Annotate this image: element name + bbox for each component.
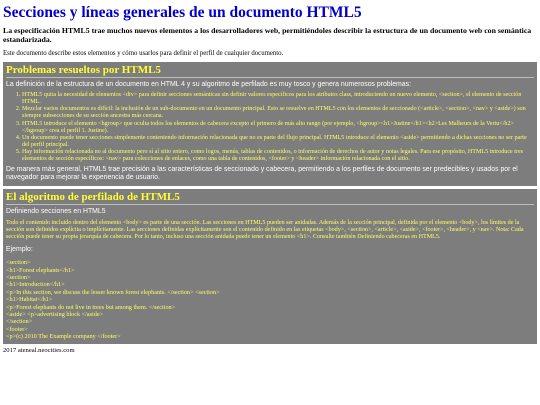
page-title: Secciones y líneas generales de un documento HTML5 [3, 4, 362, 21]
code-line: <aside> <p>advertising block </aside> [6, 311, 104, 319]
list-item: 1. HTML5 quita la necesidad de elementos <div> para definir secciones semánticas sin definir valores específicos para los atributos class, introduciendo un nuevo elemento, <section>, el elemento de sección HTML. [22, 92, 534, 106]
intro-paragraph: Este documento describe estos elementos y cómo usarlos para definir el perfil de cualquier documento. [3, 50, 284, 57]
list-item: 5. Hay información relacionada no al documento pero sí al sitio entero, como logos, menús, tablas de contenidos, o información de derechos de autor y notas legales. Para ese propósito, HTML5 introduce tres elementos de sección específicos: <nav> para colecciones de enlaces, como una tabla de contenidos, <footer> y <header> información relacionada con el sitio. [22, 149, 534, 163]
example-label: Ejemplo: [6, 246, 33, 254]
algorithm-heading: El algoritmo de perfilado de HTML5 [6, 191, 534, 205]
lead-paragraph: La especificación HTML5 trae muchos nuevos elementos a los desarrolladores web, permitiéndoles describir la estructura de un documento web con semántica estandarizada. [3, 26, 532, 44]
footer-text: 2017 ateneal.neocities.com [3, 346, 75, 354]
code-line: <section> [6, 259, 31, 267]
code-example [6, 259, 534, 340]
code-line: <h1>Forest elephants</h1> [6, 266, 75, 274]
code-line: <h1>Habitat</h1> [6, 296, 53, 304]
code-line: <p>(c) 2010 The Example company </footer> [6, 333, 121, 341]
list-item: 2. Mezclar varios documentos es difícil: la inclusión de un sub-documento en un documento principal. Esto se resuelve en HTML5 con los elementos de seccionado (<article>, <section>, <nav> y <aside>) son siempre subsecciones de su sección ancestra más cercana. [22, 106, 534, 120]
problems-list [6, 92, 534, 163]
problems-section [3, 62, 537, 186]
code-line: <h1>Introduction</h1> [6, 281, 65, 289]
code-line: <p>Forest elephants do not live in trees but among them. </section> [6, 303, 176, 311]
list-item: 4. Un documento puede tener secciones simplemente conteniendo información relacionada que no es parte del flujo principal. HTML5 introduce el elemento <aside> permitiendo a dichas secciones no ser parte del perfil principal. [22, 135, 534, 149]
code-line: <footer> [6, 325, 28, 333]
problems-heading: Problemas resueltos por HTML5 [6, 64, 534, 78]
problems-conclusion: De manera más general, HTML5 trae precisión a las características de seccionado y cabecera, permitiendo a los perfiles de documento ser predecibles y usados por el navegador para mejorar la experiencia de usuario. [6, 166, 518, 182]
list-item: 3. HTML5 introduce el elemento <hgroup> que oculta todos los elementos de cabecera excepto el primero de más alto rango (por ejemplo, <hgroup><h1>Justine</h1><h2>Les Malheurs de la Vertu</h2></hgroup> crea el perfil 1. Justine). [22, 121, 534, 135]
code-line: <section> [6, 274, 31, 282]
code-line: <p>In this section, we discuss the lesser known forest elephants. </section> <section> [6, 288, 220, 296]
problems-intro: La definición de la estructura de un documento en HTML 4 y su algoritmo de perfilado es muy tosco y genera numerosos problemas: [6, 81, 411, 88]
algorithm-body: Todo el contenido incluido dentro del elemento <body> es parte de una sección. Las secciones en HTML5 pueden ser anidadas. Además de la sección principal, definida por el elemento <body>, los límites de la sección son definidos explícita o implícitamente. Las secciones definidas explícitamente son el contenido definido en las etiquetas <body>, <section>, <article>, <aside>, <footer>, <header>, y <nav>. Nota: Cada sección puede tener su propia jerarquía de cabecera. Por lo tanto, incluso una sección anidada puede tener un elemento <h1>. Consulte también Definiendo cabeceras en HTML5. [6, 219, 524, 240]
algorithm-section [3, 189, 537, 344]
code-line: </section> [6, 318, 33, 326]
algorithm-subheading: Definiendo secciones en HTML5 [6, 207, 106, 215]
